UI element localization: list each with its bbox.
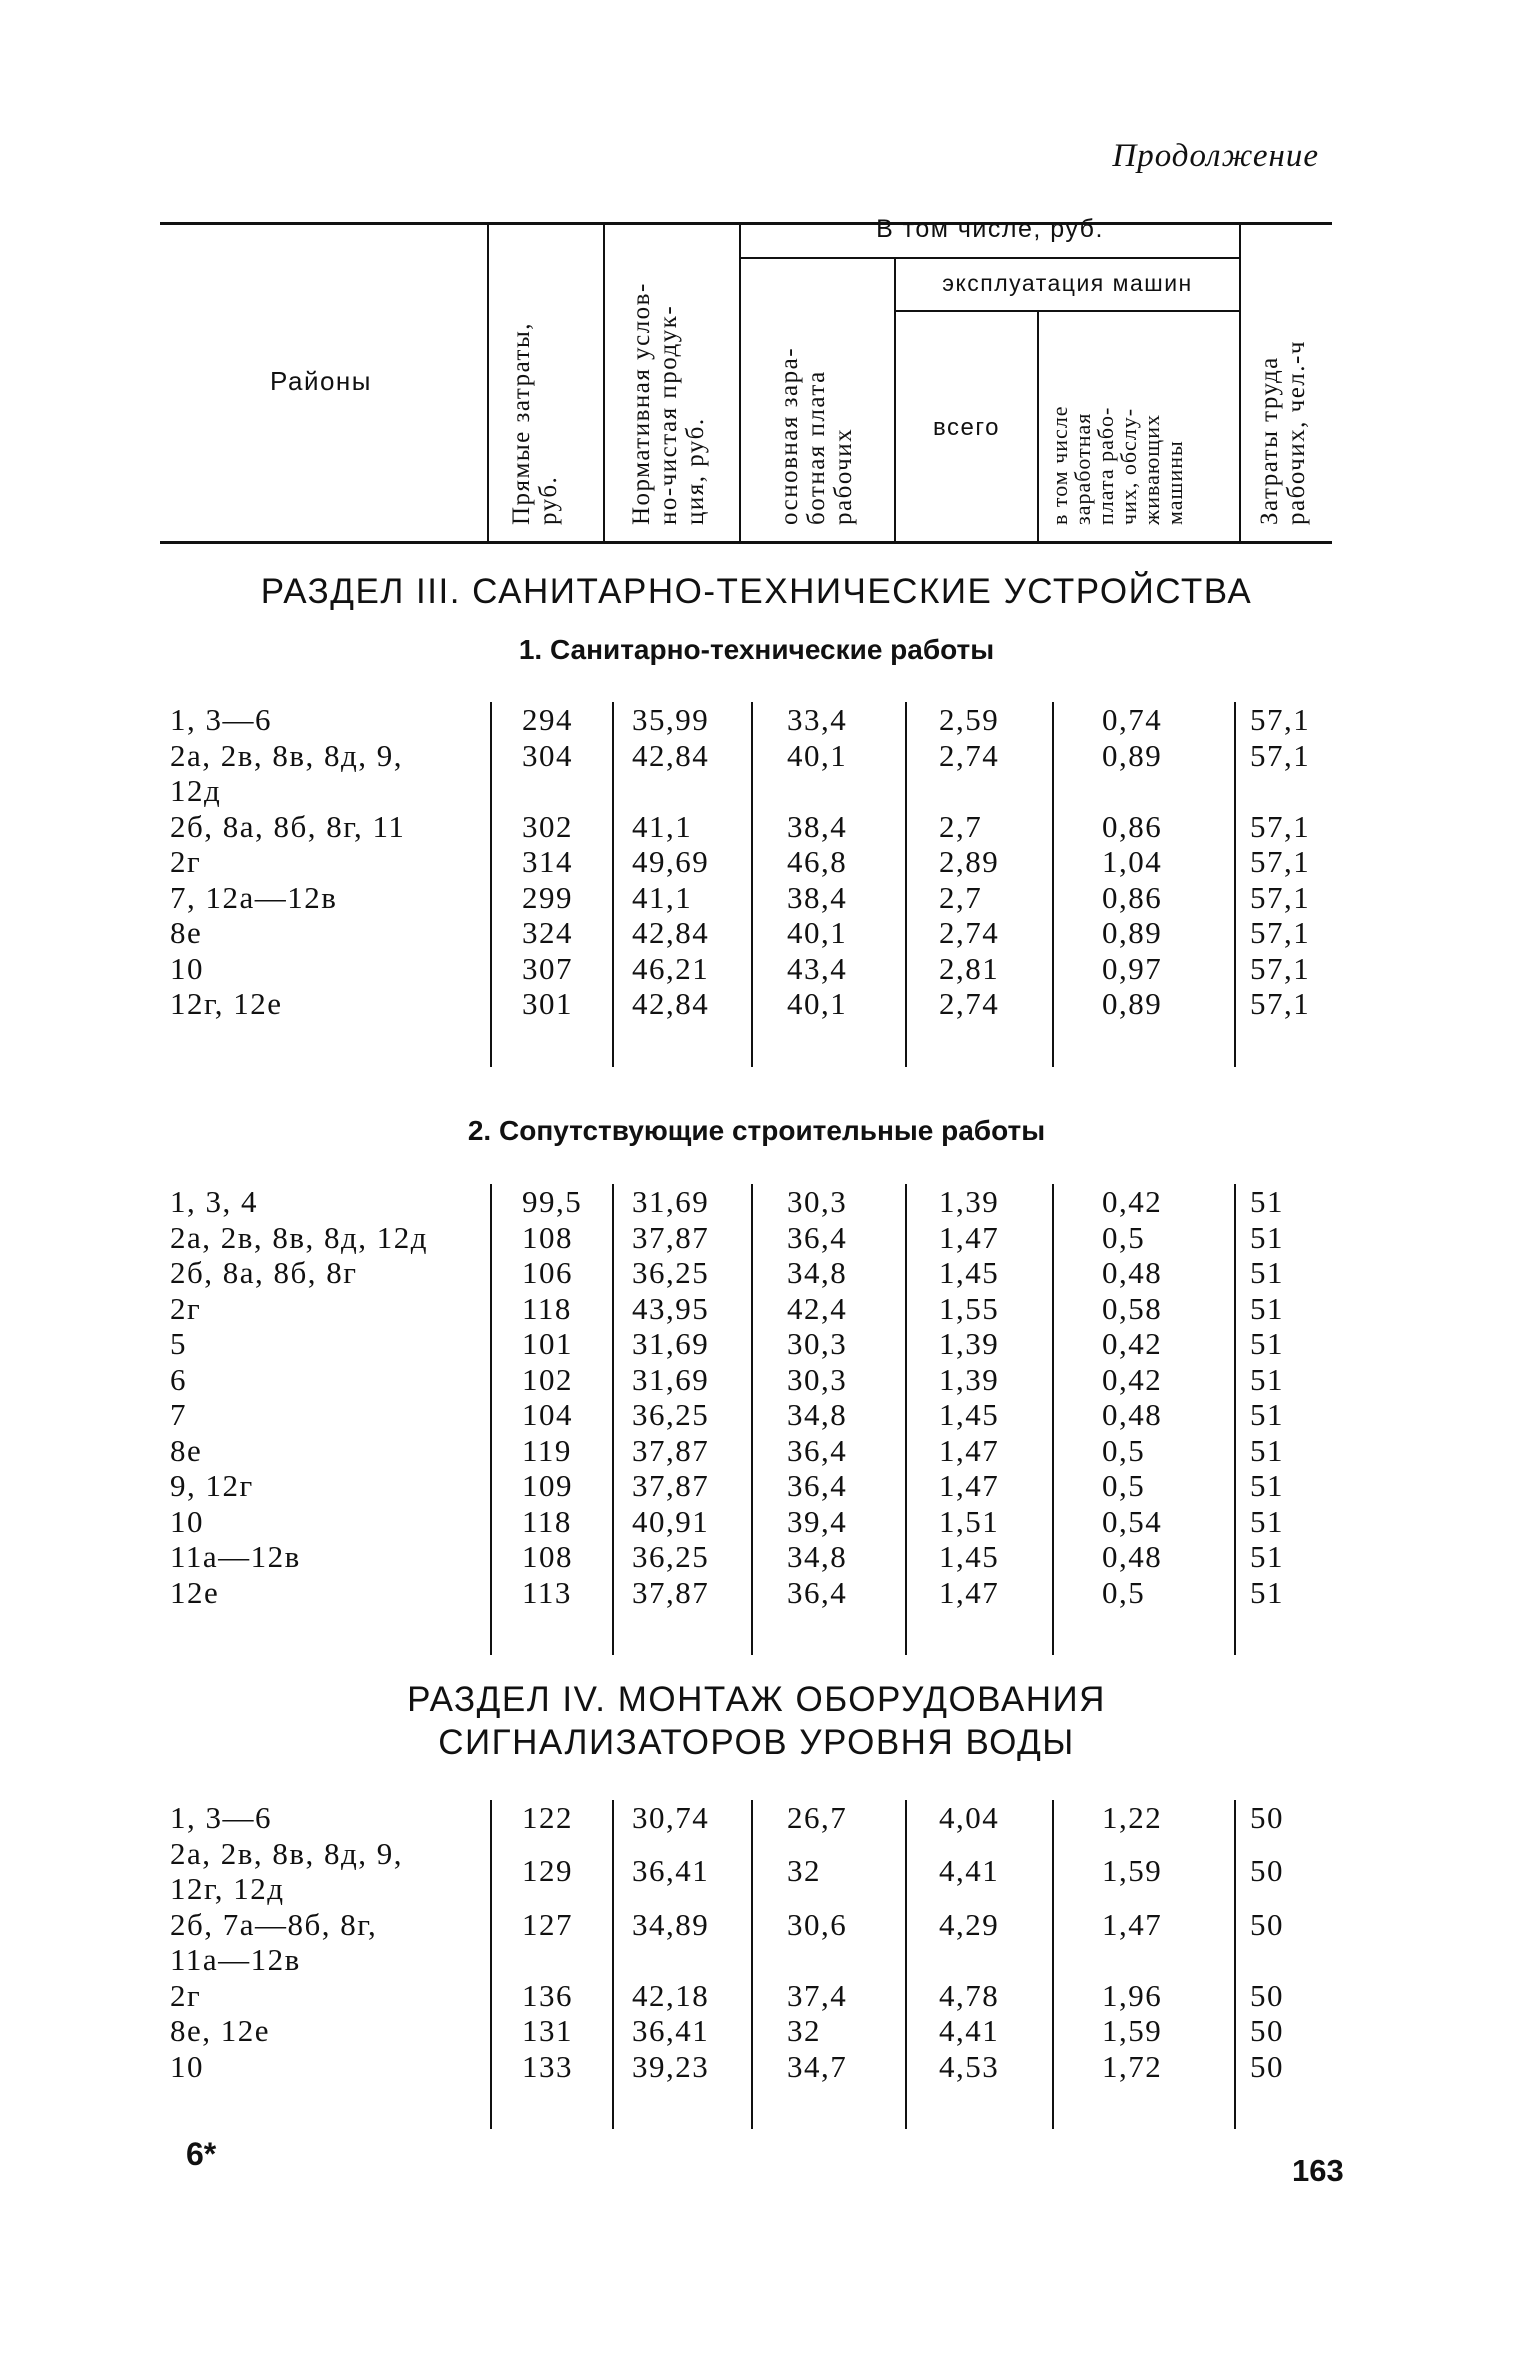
- direct-costs-cell: 304: [491, 738, 613, 809]
- table-spacer-row: [170, 1022, 1330, 1067]
- labor-costs-cell: 51: [1235, 1433, 1330, 1469]
- labor-costs-cell: 51: [1235, 1362, 1330, 1398]
- district-cell: 2г: [170, 1977, 202, 2013]
- base-wage-cell: 34,8: [752, 1539, 906, 1575]
- header-total: всего: [933, 414, 1000, 441]
- base-wage-cell: 30,6: [752, 1907, 906, 1978]
- direct-costs-cell: 104: [491, 1397, 613, 1433]
- machine-wage-cell: 0,89: [1053, 986, 1235, 1022]
- direct-costs-cell: 133: [491, 2049, 613, 2085]
- normative-output-cell: 36,25: [613, 1397, 752, 1433]
- normative-output-cell: 41,1: [613, 809, 752, 845]
- machine-wage-cell: 0,5: [1053, 1575, 1235, 1611]
- labor-costs-cell: 50: [1235, 1800, 1330, 1836]
- machine-wage-cell: 1,96: [1053, 1978, 1235, 2014]
- spacer-cell: [613, 1022, 752, 1067]
- base-wage-cell: 39,4: [752, 1504, 906, 1540]
- labor-costs-cell: 51: [1235, 1220, 1330, 1256]
- spacer-cell: [491, 1610, 613, 1655]
- spacer-cell: [491, 2084, 613, 2129]
- machine-wage-cell: 1,72: [1053, 2049, 1235, 2085]
- normative-output-cell: 41,1: [613, 880, 752, 916]
- labor-costs-cell: 51: [1235, 1397, 1330, 1433]
- table-row: [170, 1326, 1330, 1362]
- base-wage-cell: 36,4: [752, 1433, 906, 1469]
- normative-output-cell: 42,18: [613, 1978, 752, 2014]
- spacer-cell: [752, 2084, 906, 2129]
- machine-wage-cell: 0,5: [1053, 1468, 1235, 1504]
- normative-output-cell: 43,95: [613, 1291, 752, 1327]
- machine-total-cell: 4,53: [906, 2049, 1053, 2085]
- table-row: [170, 1575, 1330, 1611]
- base-wage-cell: 40,1: [752, 986, 906, 1022]
- district-cell: 2б, 7а—8б, 8г, 11а—12в: [170, 1906, 378, 1977]
- table-row: [170, 1836, 1330, 1907]
- district-cell: 12г, 12е: [170, 986, 283, 1021]
- header-machines-rule: [896, 310, 1239, 312]
- spacer-cell: [906, 1610, 1053, 1655]
- base-wage-cell: 42,4: [752, 1291, 906, 1327]
- district-cell: 8е, 12е: [170, 2013, 271, 2048]
- machine-wage-cell: 0,42: [1053, 1362, 1235, 1398]
- labor-costs-cell: 51: [1235, 1468, 1330, 1504]
- direct-costs-cell: 314: [491, 844, 613, 880]
- machine-total-cell: 1,45: [906, 1255, 1053, 1291]
- header-districts: Районы: [270, 366, 372, 396]
- machine-total-cell: 1,39: [906, 1362, 1053, 1398]
- machine-total-cell: 1,47: [906, 1468, 1053, 1504]
- direct-costs-cell: 108: [491, 1220, 613, 1256]
- header-divider: [487, 222, 489, 542]
- base-wage-cell: 33,4: [752, 702, 906, 738]
- base-wage-cell: 38,4: [752, 880, 906, 916]
- base-wage-cell: 36,4: [752, 1575, 906, 1611]
- base-wage-cell: 30,3: [752, 1362, 906, 1398]
- machine-wage-cell: 1,22: [1053, 1800, 1235, 1836]
- direct-costs-cell: 101: [491, 1326, 613, 1362]
- machine-wage-cell: 0,74: [1053, 702, 1235, 738]
- direct-costs-cell: 307: [491, 951, 613, 987]
- header-direct-costs: Прямые затраты, руб.: [508, 322, 562, 525]
- district-cell: 2а, 2в, 8в, 8д, 12д: [170, 1219, 429, 1255]
- table-row: [170, 738, 1330, 809]
- normative-output-cell: 31,69: [613, 1326, 752, 1362]
- machine-total-cell: 1,55: [906, 1291, 1053, 1327]
- machine-total-cell: 1,45: [906, 1397, 1053, 1433]
- direct-costs-cell: 302: [491, 809, 613, 845]
- machine-wage-cell: 1,59: [1053, 1836, 1235, 1907]
- header-normative-output: Нормативная услов- но-чистая продук- ция, руб.: [628, 282, 709, 525]
- table-row: [170, 1255, 1330, 1291]
- spacer-cell: [613, 1610, 752, 1655]
- machine-wage-cell: 0,48: [1053, 1255, 1235, 1291]
- table-row: [170, 951, 1330, 987]
- base-wage-cell: 34,7: [752, 2049, 906, 2085]
- header-divider: [1037, 312, 1039, 541]
- direct-costs-cell: 136: [491, 1978, 613, 2014]
- district-cell: 2а, 2в, 8в, 8д, 9, 12г, 12д: [170, 1835, 404, 1906]
- normative-output-cell: 37,87: [613, 1468, 752, 1504]
- labor-costs-cell: 57,1: [1235, 880, 1330, 916]
- spacer-cell: [1053, 2084, 1235, 2129]
- district-cell: 8е: [170, 1432, 203, 1468]
- district-cell: 11а—12в: [170, 1539, 301, 1574]
- direct-costs-cell: 118: [491, 1504, 613, 1540]
- machine-wage-cell: 1,47: [1053, 1907, 1235, 1978]
- table-row: [170, 1978, 1330, 2014]
- normative-output-cell: 36,41: [613, 2013, 752, 2049]
- machine-wage-cell: 0,89: [1053, 915, 1235, 951]
- machine-total-cell: 1,51: [906, 1504, 1053, 1540]
- spacer-cell: [906, 1022, 1053, 1067]
- normative-output-cell: 31,69: [613, 1362, 752, 1398]
- spacer-cell: [491, 1022, 613, 1067]
- base-wage-cell: 46,8: [752, 844, 906, 880]
- table-spacer-row: [170, 1610, 1330, 1655]
- labor-costs-cell: 57,1: [1235, 915, 1330, 951]
- spacer-cell: [1053, 1610, 1235, 1655]
- header-base-wage: основная зара- ботная плата рабочих: [776, 346, 857, 525]
- header-divider: [1239, 222, 1241, 542]
- table-row: [170, 2049, 1330, 2085]
- district-cell: 1, 3—6: [170, 702, 272, 737]
- district-cell: 8е: [170, 915, 203, 950]
- spacer-cell: [906, 2084, 1053, 2129]
- machine-total-cell: 2,74: [906, 915, 1053, 951]
- labor-costs-cell: 50: [1235, 2013, 1330, 2049]
- table-row: [170, 986, 1330, 1022]
- labor-costs-cell: 50: [1235, 2049, 1330, 2085]
- subsection-1-title: 1. Санитарно-технические работы: [518, 634, 995, 665]
- direct-costs-cell: 118: [491, 1291, 613, 1327]
- table-row: [170, 1433, 1330, 1469]
- direct-costs-cell: 294: [491, 702, 613, 738]
- normative-output-cell: 42,84: [613, 738, 752, 809]
- base-wage-cell: 32: [752, 2013, 906, 2049]
- header-including: В том числе, руб.: [876, 215, 1104, 243]
- district-cell: 2а, 2в, 8в, 8д, 9, 12д: [170, 737, 404, 808]
- spacer-cell: [1235, 1610, 1330, 1655]
- base-wage-cell: 30,3: [752, 1184, 906, 1220]
- district-cell: 7, 12а—12в: [170, 879, 338, 915]
- direct-costs-cell: 127: [491, 1907, 613, 1978]
- machine-total-cell: 2,89: [906, 844, 1053, 880]
- construction-works-table: [170, 1184, 1330, 1655]
- machine-total-cell: 1,47: [906, 1575, 1053, 1611]
- labor-costs-cell: 50: [1235, 1907, 1330, 1978]
- labor-costs-cell: 57,1: [1235, 809, 1330, 845]
- district-cell: 1, 3—6: [170, 1800, 272, 1835]
- machine-total-cell: 2,7: [906, 880, 1053, 916]
- direct-costs-cell: 129: [491, 1836, 613, 1907]
- machine-wage-cell: 1,59: [1053, 2013, 1235, 2049]
- labor-costs-cell: 51: [1235, 1575, 1330, 1611]
- normative-output-cell: 36,41: [613, 1836, 752, 1907]
- district-cell: 2г: [170, 1290, 202, 1326]
- machine-wage-cell: 0,58: [1053, 1291, 1235, 1327]
- labor-costs-cell: 51: [1235, 1184, 1330, 1220]
- district-cell: 12е: [170, 1574, 220, 1610]
- direct-costs-cell: 108: [491, 1539, 613, 1575]
- labor-costs-cell: 51: [1235, 1291, 1330, 1327]
- labor-costs-cell: 57,1: [1235, 951, 1330, 987]
- direct-costs-cell: 102: [491, 1362, 613, 1398]
- machine-total-cell: 1,47: [906, 1220, 1053, 1256]
- labor-costs-cell: 57,1: [1235, 702, 1330, 738]
- table-row: [170, 1291, 1330, 1327]
- subsection-2-title: 2. Сопутствующие строительные работы: [467, 1115, 1046, 1146]
- spacer-cell: [613, 2084, 752, 2129]
- labor-costs-cell: 51: [1235, 1255, 1330, 1291]
- page-number: 163: [1292, 2153, 1344, 2188]
- direct-costs-cell: 131: [491, 2013, 613, 2049]
- table-row: [170, 2013, 1330, 2049]
- labor-costs-cell: 57,1: [1235, 986, 1330, 1022]
- district-cell: 10: [170, 1503, 204, 1539]
- table-row: [170, 844, 1330, 880]
- base-wage-cell: 37,4: [752, 1978, 906, 2014]
- district-cell: 7: [170, 1397, 187, 1432]
- machine-wage-cell: 0,97: [1053, 951, 1235, 987]
- direct-costs-cell: 119: [491, 1433, 613, 1469]
- direct-costs-cell: 299: [491, 880, 613, 916]
- machine-wage-cell: 0,42: [1053, 1184, 1235, 1220]
- normative-output-cell: 36,25: [613, 1539, 752, 1575]
- table-row: [170, 702, 1330, 738]
- base-wage-cell: 26,7: [752, 1800, 906, 1836]
- sanitary-works-table: [170, 702, 1330, 1067]
- section-3-title: РАЗДЕЛ III. САНИТАРНО-ТЕХНИЧЕСКИЕ УСТРОЙСТВА: [260, 572, 1253, 611]
- machine-total-cell: 2,81: [906, 951, 1053, 987]
- header-machine-operation: эксплуатация машин: [942, 270, 1193, 296]
- base-wage-cell: 38,4: [752, 809, 906, 845]
- base-wage-cell: 36,4: [752, 1468, 906, 1504]
- table-row: [170, 1362, 1330, 1398]
- direct-costs-cell: 99,5: [491, 1184, 613, 1220]
- table-row: [170, 915, 1330, 951]
- normative-output-cell: 40,91: [613, 1504, 752, 1540]
- table-row: [170, 1504, 1330, 1540]
- water-level-alarm-table: [170, 1800, 1330, 2129]
- base-wage-cell: 34,8: [752, 1255, 906, 1291]
- district-cell: 2б, 8а, 8б, 8г, 11: [170, 808, 406, 844]
- district-cell: 2б, 8а, 8б, 8г: [170, 1255, 358, 1290]
- direct-costs-cell: 113: [491, 1575, 613, 1611]
- normative-output-cell: 35,99: [613, 702, 752, 738]
- district-cell: 9, 12г: [170, 1468, 254, 1503]
- normative-output-cell: 46,21: [613, 951, 752, 987]
- table-row: [170, 1397, 1330, 1433]
- base-wage-cell: 32: [752, 1836, 906, 1907]
- machine-wage-cell: 0,5: [1053, 1220, 1235, 1256]
- normative-output-cell: 36,25: [613, 1255, 752, 1291]
- table-row: [170, 1539, 1330, 1575]
- section-4-title-line1: РАЗДЕЛ IV. МОНТАЖ ОБОРУДОВАНИЯ: [407, 1680, 1106, 1719]
- machine-total-cell: 1,39: [906, 1184, 1053, 1220]
- normative-output-cell: 42,84: [613, 986, 752, 1022]
- machine-total-cell: 1,47: [906, 1433, 1053, 1469]
- machine-total-cell: 2,59: [906, 702, 1053, 738]
- header-labor-costs: Затраты труда рабочих, чел.-ч: [1256, 340, 1310, 525]
- district-cell: 6: [170, 1361, 187, 1397]
- table-row: [170, 880, 1330, 916]
- district-cell: 10: [170, 2048, 204, 2084]
- table-row: [170, 1800, 1330, 1836]
- district-cell: 2г: [170, 844, 202, 879]
- labor-costs-cell: 51: [1235, 1326, 1330, 1362]
- normative-output-cell: 31,69: [613, 1184, 752, 1220]
- district-cell: 1, 3, 4: [170, 1184, 258, 1219]
- labor-costs-cell: 57,1: [1235, 738, 1330, 809]
- base-wage-cell: 40,1: [752, 915, 906, 951]
- machine-wage-cell: 0,42: [1053, 1326, 1235, 1362]
- table-row: [170, 1184, 1330, 1220]
- direct-costs-cell: 301: [491, 986, 613, 1022]
- header-divider: [739, 222, 741, 542]
- machine-total-cell: 4,78: [906, 1978, 1053, 2014]
- machine-wage-cell: 1,04: [1053, 844, 1235, 880]
- machine-total-cell: 4,41: [906, 1836, 1053, 1907]
- normative-output-cell: 37,87: [613, 1220, 752, 1256]
- header-bottom-rule: [160, 541, 1332, 544]
- spacer-cell: [1053, 1022, 1235, 1067]
- machine-total-cell: 4,41: [906, 2013, 1053, 2049]
- machine-wage-cell: 0,48: [1053, 1397, 1235, 1433]
- machine-total-cell: 2,74: [906, 986, 1053, 1022]
- labor-costs-cell: 50: [1235, 1836, 1330, 1907]
- spacer-cell: [1235, 1022, 1330, 1067]
- labor-costs-cell: 51: [1235, 1504, 1330, 1540]
- base-wage-cell: 30,3: [752, 1326, 906, 1362]
- normative-output-cell: 49,69: [613, 844, 752, 880]
- base-wage-cell: 34,8: [752, 1397, 906, 1433]
- machine-wage-cell: 0,86: [1053, 809, 1235, 845]
- machine-total-cell: 4,04: [906, 1800, 1053, 1836]
- labor-costs-cell: 50: [1235, 1978, 1330, 2014]
- machine-total-cell: 2,7: [906, 809, 1053, 845]
- continuation-label: Продолжение: [1112, 138, 1319, 174]
- labor-costs-cell: 51: [1235, 1539, 1330, 1575]
- base-wage-cell: 43,4: [752, 951, 906, 987]
- labor-costs-cell: 57,1: [1235, 844, 1330, 880]
- spacer-cell: [752, 1610, 906, 1655]
- machine-wage-cell: 0,5: [1053, 1433, 1235, 1469]
- machine-total-cell: 2,74: [906, 738, 1053, 809]
- header-divider: [603, 222, 605, 542]
- normative-output-cell: 34,89: [613, 1907, 752, 1978]
- table-row: [170, 809, 1330, 845]
- machine-wage-cell: 0,86: [1053, 880, 1235, 916]
- spacer-cell: [170, 1022, 491, 1067]
- machine-wage-cell: 0,54: [1053, 1504, 1235, 1540]
- base-wage-cell: 40,1: [752, 738, 906, 809]
- normative-output-cell: 30,74: [613, 1800, 752, 1836]
- direct-costs-cell: 122: [491, 1800, 613, 1836]
- base-wage-cell: 36,4: [752, 1220, 906, 1256]
- machine-wage-cell: 0,48: [1053, 1539, 1235, 1575]
- normative-output-cell: 42,84: [613, 915, 752, 951]
- normative-output-cell: 37,87: [613, 1433, 752, 1469]
- table-row: [170, 1907, 1330, 1978]
- signature-mark: 6*: [186, 2136, 217, 2172]
- district-cell: 5: [170, 1326, 187, 1361]
- spacer-cell: [1235, 2084, 1330, 2129]
- header-divider: [894, 259, 896, 541]
- table-row: [170, 1220, 1330, 1256]
- direct-costs-cell: 109: [491, 1468, 613, 1504]
- table-row: [170, 1468, 1330, 1504]
- normative-output-cell: 37,87: [613, 1575, 752, 1611]
- section-4-title-line2: СИГНАЛИЗАТОРОВ УРОВНЯ ВОДЫ: [438, 1723, 1075, 1762]
- table-spacer-row: [170, 2084, 1330, 2129]
- machine-total-cell: 1,45: [906, 1539, 1053, 1575]
- spacer-cell: [170, 1610, 491, 1655]
- spacer-cell: [752, 1022, 906, 1067]
- district-cell: 10: [170, 950, 204, 986]
- header-machine-wage: в том числе заработная плата рабо- чих, обслу- живающих машины: [1047, 405, 1187, 525]
- normative-output-cell: 39,23: [613, 2049, 752, 2085]
- header-including-rule: [741, 257, 1239, 259]
- machine-wage-cell: 0,89: [1053, 738, 1235, 809]
- machine-total-cell: 4,29: [906, 1907, 1053, 1978]
- spacer-cell: [170, 2084, 491, 2129]
- machine-total-cell: 1,39: [906, 1326, 1053, 1362]
- direct-costs-cell: 106: [491, 1255, 613, 1291]
- direct-costs-cell: 324: [491, 915, 613, 951]
